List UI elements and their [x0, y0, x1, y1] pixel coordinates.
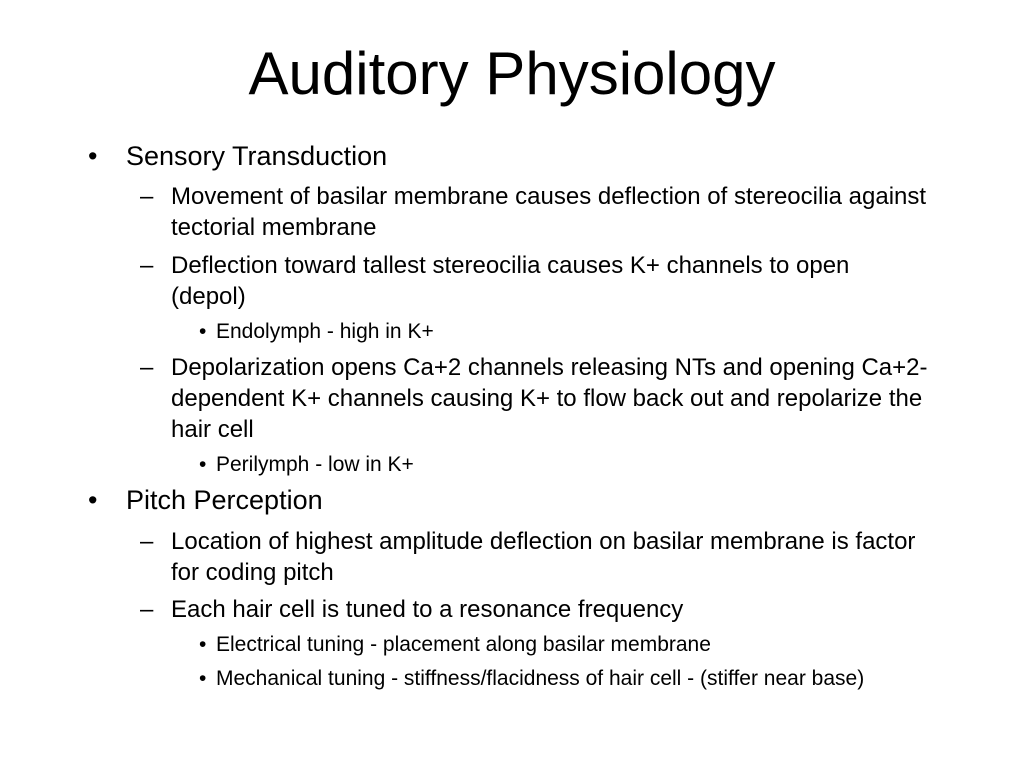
sub-bullet-item	[140, 181, 930, 243]
detail-item	[199, 631, 939, 658]
dash-marker: –	[140, 183, 154, 210]
dash-marker: –	[140, 596, 154, 623]
slide-title: Auditory Physiology	[248, 40, 776, 107]
bullet-marker: •	[199, 667, 207, 690]
bullet-item	[88, 141, 948, 172]
detail-item	[199, 451, 939, 478]
sub-bullet-text: Deflection toward tallest stereocilia causes K+ channels to open (depol)	[171, 252, 850, 310]
bullet-marker: •	[199, 633, 207, 656]
bullet-text: Pitch Perception	[126, 485, 323, 515]
sub-bullet-text: Depolarization opens Ca+2 channels releasing NTs and opening Ca+2-dependent K+ channels causing K+ to flow back out and repolarize the hair cell	[171, 354, 928, 443]
sub-bullet-item	[140, 352, 930, 445]
sub-bullet-item	[140, 594, 930, 625]
detail-text: Mechanical tuning - stiffness/flacidness of hair cell - (stiffer near base)	[216, 667, 865, 690]
detail-item	[199, 665, 939, 692]
sub-bullet-text: Each hair cell is tuned to a resonance frequency	[171, 596, 684, 623]
sub-bullet-item	[140, 250, 930, 312]
bullet-marker: •	[88, 485, 98, 515]
detail-text: Endolymph - high in K+	[216, 320, 434, 343]
sub-bullet-text: Location of highest amplitude deflection on basilar membrane is factor for coding pitch	[171, 528, 916, 586]
bullet-marker: •	[88, 141, 98, 171]
bullet-item	[88, 485, 948, 516]
bullet-marker: •	[199, 320, 207, 343]
detail-text: Electrical tuning - placement along basilar membrane	[216, 633, 711, 656]
detail-item	[199, 318, 939, 345]
dash-marker: –	[140, 354, 154, 381]
sub-bullet-text: Movement of basilar membrane causes deflection of stereocilia against tectorial membrane	[171, 183, 927, 241]
sub-bullet-item	[140, 526, 930, 588]
bullet-text: Sensory Transduction	[126, 141, 388, 171]
bullet-marker: •	[199, 453, 207, 476]
dash-marker: –	[140, 252, 154, 279]
dash-marker: –	[140, 528, 154, 555]
detail-text: Perilymph - low in K+	[216, 453, 414, 476]
